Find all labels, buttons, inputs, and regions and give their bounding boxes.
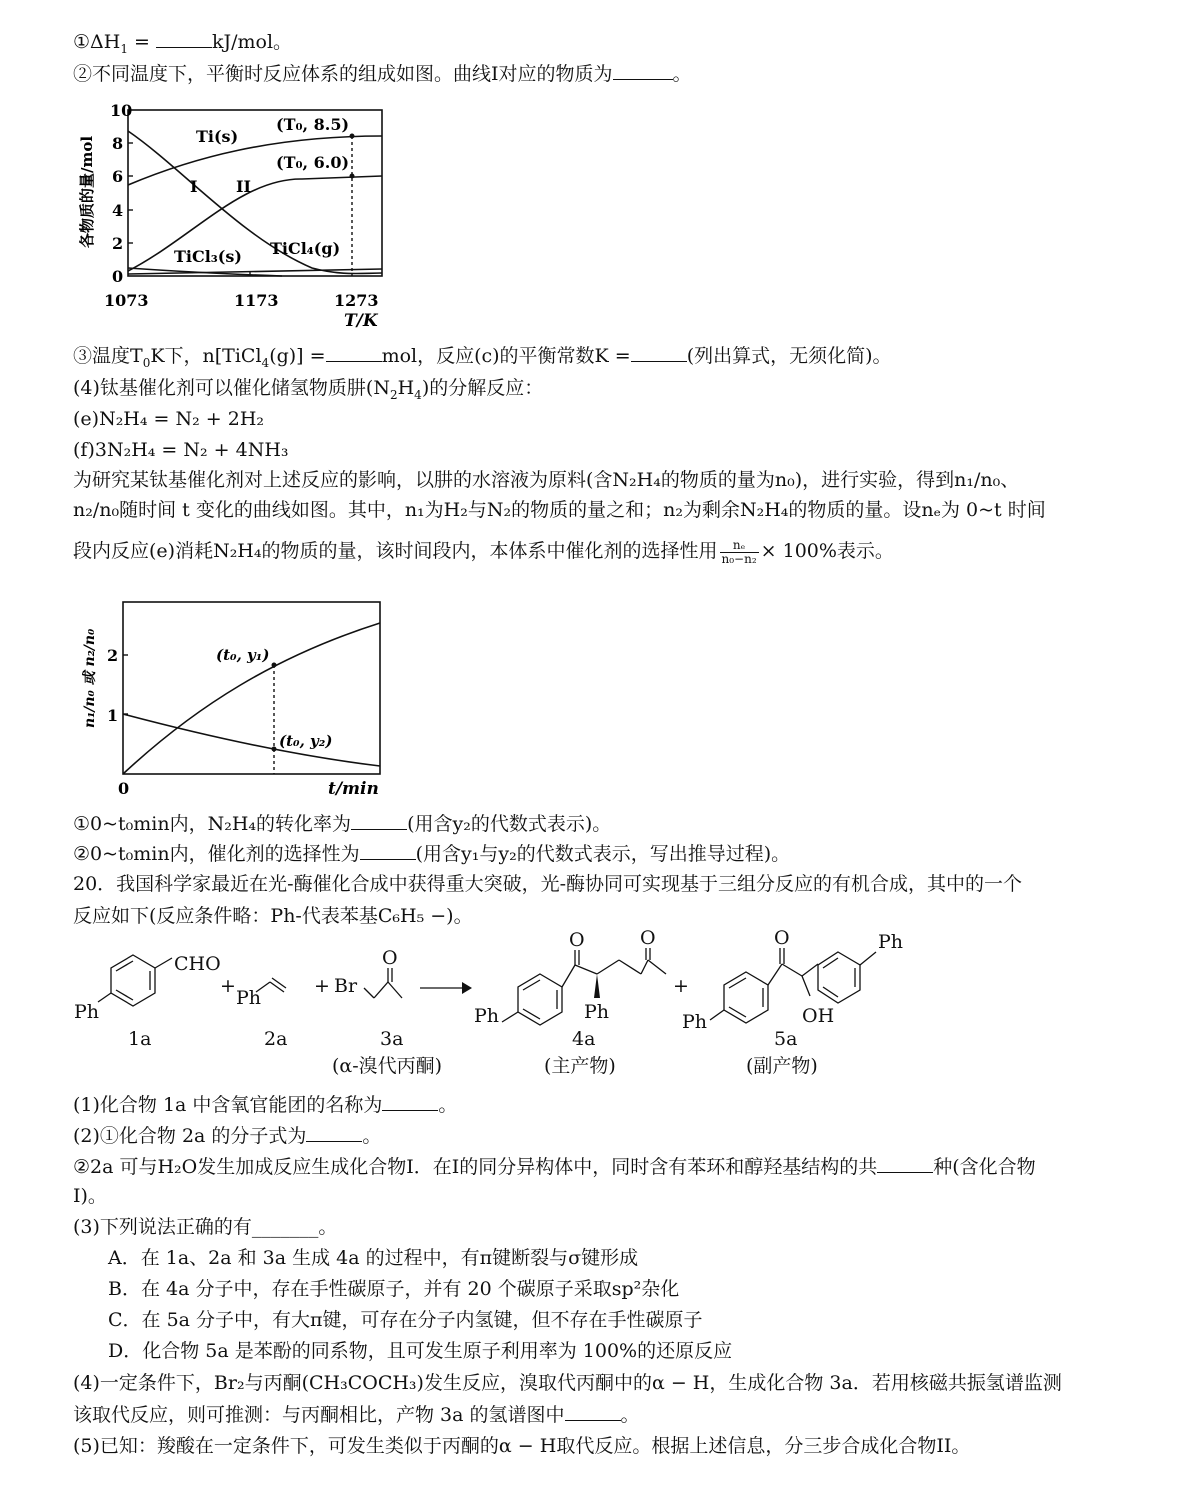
y-tick: 6 xyxy=(112,167,124,186)
x-tick: 1273 xyxy=(334,291,379,310)
y-tick: 1 xyxy=(107,706,119,725)
label-p2: (T₀, 6.0) xyxy=(276,153,350,172)
q20-p6: 该取代反应，则可推测：与丙酮相比，产物 3a 的氢谱图中 。 xyxy=(73,1401,640,1428)
label-cho: CHO xyxy=(174,953,221,975)
q20-p4: (3)下列说法正确的有_______。 xyxy=(73,1216,338,1238)
compound-2a: 2a xyxy=(264,1028,288,1050)
note-5a: (副产物) xyxy=(746,1055,818,1077)
reaction-scheme xyxy=(70,930,920,1080)
y-tick: 0 xyxy=(118,779,130,798)
answer-blank[interactable] xyxy=(360,840,416,860)
chart-ylabel: n₁/n₀ 或 n₂/n₀ xyxy=(82,628,98,728)
y-tick: 4 xyxy=(112,201,124,220)
note-4a: (主产物) xyxy=(544,1055,616,1077)
y-tick: 10 xyxy=(110,101,133,120)
y-tick: 2 xyxy=(112,234,124,253)
q19-reaction-f: (f)3N₂H₄ = N₂ + 4NH₃ xyxy=(73,439,289,461)
q19-text-9: 段内反应(e)消耗N₂H₄的物质的量，该时间段内，本体系中催化剂的选择性用 $\frac{\text{nₑ}}{\text{n₀−n₂}}$ × 100%表示。 xyxy=(73,537,894,566)
label-ticl3: TiCl₃(s) xyxy=(174,247,242,266)
plus-sign: + xyxy=(220,975,236,997)
label-ticl4: TiCl₄(g) xyxy=(270,239,341,258)
label-II: II xyxy=(236,177,251,196)
option-a: A．在 1a、2a 和 3a 生成 4a 的过程中，有π键断裂与σ键形成 xyxy=(108,1247,639,1269)
wedge-bond xyxy=(594,974,600,998)
answer-blank[interactable] xyxy=(565,1401,621,1421)
q20-p1: (1)化合物 1a 中含氧官能团的名称为 。 xyxy=(73,1091,457,1118)
label-o: O xyxy=(774,930,790,949)
label-oh: OH xyxy=(802,1005,835,1027)
answer-blank[interactable] xyxy=(631,342,687,362)
chart-xlabel: t/min xyxy=(328,779,379,799)
q20-line-2: 反应如下(反应条件略：Ph-代表苯基C₆H₅ −)。 xyxy=(73,905,473,927)
label-p2: (t₀, y₂) xyxy=(279,732,333,750)
benzene-ring-5a-left xyxy=(724,972,768,1023)
label-ph: Ph xyxy=(474,1005,500,1027)
reaction-arrowhead xyxy=(462,982,472,994)
label-ph: Ph xyxy=(878,931,904,953)
q19-line-dh: $①\Delta H_1 = kJ/mol$。 xyxy=(73,28,292,62)
answer-blank[interactable] xyxy=(306,1122,362,1142)
x-tick: 1073 xyxy=(104,291,149,310)
label-I: I xyxy=(190,177,198,196)
q20-p5: (4)一定条件下，Br₂与丙酮(CH₃COCH₃)发生反应，溴取代丙酮中的α − H，生成化合物 3a．若用核磁共振氢谱监测 xyxy=(73,1372,1062,1394)
chart-ratio-vs-time xyxy=(76,596,386,804)
q20-p7: (5)已知：羧酸在一定条件下，可发生类似于丙酮的α − H取代反应。根据上述信息，分三步合成化合物II。 xyxy=(73,1435,971,1457)
label-o: O xyxy=(640,930,656,949)
compound-4a: 4a xyxy=(572,1028,596,1050)
q19-line-4: (4)钛基催化剂可以催化储氢物质肼$(N_2H_4)$的分解反应： xyxy=(73,377,544,402)
q19-line-10: ①0~t₀min内，N₂H₄的转化率为 (用含y₂的代数式表示)。 xyxy=(73,810,611,837)
y-tick: 0 xyxy=(112,267,124,286)
label-ph: Ph xyxy=(74,1001,100,1023)
label-o: O xyxy=(382,947,398,969)
q20-p3c: I)。 xyxy=(73,1185,107,1207)
label-p1: (t₀, y₁) xyxy=(216,646,270,664)
q20-line-1: 20．我国科学家最近在光-酶催化合成中获得重大突破，光-酶协同可实现基于三组分反应的有机合成，其中的一个 xyxy=(73,873,1023,895)
q19-line-t0: ③温度$T_0K$下，n[TiCl$_4$(g)] = mol，反应(c)的平衡常数K = (列出算式，无须化简)。 xyxy=(73,342,892,376)
chart-frame xyxy=(128,110,382,276)
option-c: C．在 5a 分子中，有大π键，可存在分子内氢键，但不存在手性碳原子 xyxy=(108,1309,703,1331)
answer-blank[interactable] xyxy=(877,1153,933,1173)
compound-1a: 1a xyxy=(128,1028,152,1050)
compound-3a: 3a xyxy=(380,1028,404,1050)
plus-sign: + xyxy=(314,975,330,997)
q19-text-8: n₂/n₀随时间 t 变化的曲线如图。其中，n₁为H₂与N₂的物质的量之和；n₂为剩余N₂H₄的物质的量。设nₑ为 0~t 时间 xyxy=(73,499,1046,521)
answer-blank[interactable] xyxy=(382,1091,438,1111)
label-p1: (T₀, 8.5) xyxy=(276,115,350,134)
q19-line-curve: ②不同温度下，平衡时反应体系的组成如图。曲线I对应的物质为 。 xyxy=(73,60,692,87)
answer-blank[interactable] xyxy=(613,60,673,80)
answer-blank[interactable] xyxy=(156,28,212,48)
benzene-ring-5a-right xyxy=(818,952,860,1003)
y-tick: 8 xyxy=(112,134,124,153)
q19-line-11: ②0~t₀min内，催化剂的选择性为 (用含y₁与y₂的代数式表示，写出推导过程)。 xyxy=(73,840,790,867)
selectivity-fraction: $\frac{\text{nₑ}}{\text{n₀−n₂}}$ xyxy=(721,537,757,566)
chart-ylabel: 各物质的量/mol xyxy=(78,135,96,248)
q19-text-7: 为研究某钛基催化剂对上述反应的影响，以肼的水溶液为原料(含N₂H₄的物质的量为n₀)，进行实验，得到n₁/n₀、 xyxy=(73,469,1020,491)
y-tick: 2 xyxy=(107,646,119,665)
label-ti: Ti(s) xyxy=(196,127,239,146)
q19-reaction-e: (e)N₂H₄ = N₂ + 2H₂ xyxy=(73,408,265,430)
note-3a: (α-溴代丙酮) xyxy=(332,1055,443,1077)
q20-p2: (2)①化合物 2a 的分子式为 。 xyxy=(73,1122,381,1149)
curve-II xyxy=(128,176,382,271)
chart-xlabel: T/K xyxy=(344,311,378,331)
compound-5a: 5a xyxy=(774,1028,798,1050)
plus-sign: + xyxy=(673,975,689,997)
q20-p3: ②2a 可与H₂O发生加成反应生成化合物I．在I的同分异构体中，同时含有苯环和醇羟基结构的共 种(含化合物 xyxy=(73,1153,1036,1180)
option-d: D．化合物 5a 是苯酚的同系物，且可发生原子利用率为 100%的还原反应 xyxy=(108,1340,733,1362)
label-ph: Ph xyxy=(682,1011,708,1033)
answer-blank[interactable] xyxy=(326,342,382,362)
chart-composition-vs-temperature xyxy=(72,98,402,334)
answer-blank[interactable] xyxy=(351,810,407,830)
benzene-ring-4a xyxy=(518,974,562,1025)
label-ph: Ph xyxy=(584,1001,610,1023)
benzene-ring-1a xyxy=(111,955,155,1006)
label-o: O xyxy=(569,930,585,951)
x-tick: 1173 xyxy=(234,291,279,310)
chart-frame xyxy=(123,602,380,774)
label-ph: Ph xyxy=(236,987,262,1009)
option-b: B．在 4a 分子中，存在手性碳原子，并有 20 个碳原子采取sp²杂化 xyxy=(108,1278,680,1300)
label-br: Br xyxy=(334,975,358,997)
